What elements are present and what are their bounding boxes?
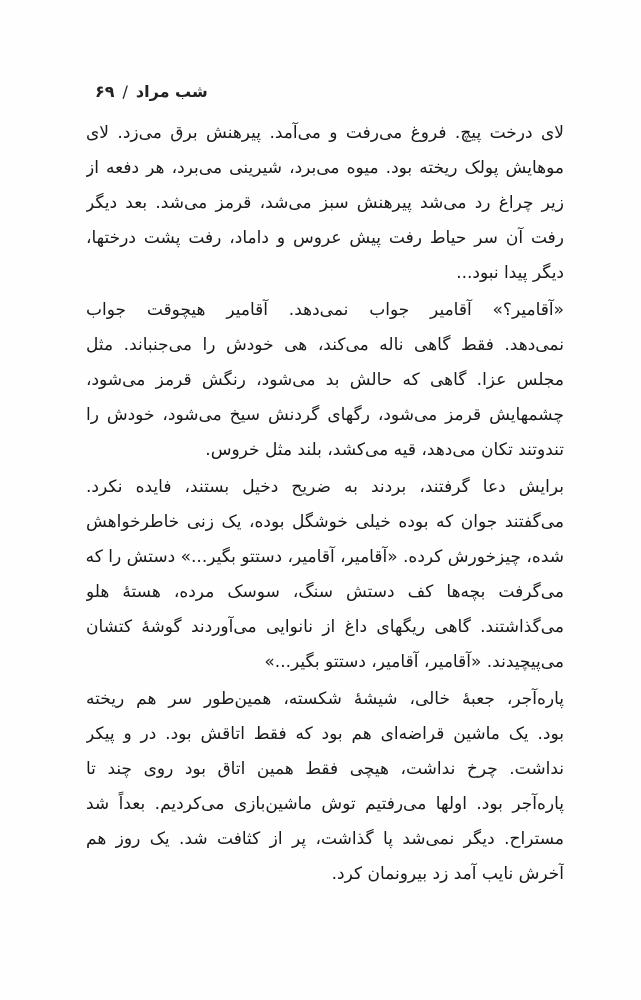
text-line: تندوتند تکان می‌دهد، قیه می‌کشد، بلند مثل خروس.	[205, 440, 564, 460]
header-separator: /	[122, 82, 128, 101]
text-line: نداشت. چرخ نداشت، هیچی فقط همین اتاق بود روی چند تا	[86, 759, 564, 779]
text-line: می‌گذاشتند. گاهی ریگهای داغ از نانوایی می‌آوردند گوشهٔ کتشان	[86, 617, 564, 637]
text-line: آخرش نایب آمد زد بیرونمان کرد.	[331, 864, 564, 884]
text-line: نمی‌دهد. فقط گاهی ناله می‌کند، هی خودش را می‌جنباند. مثل	[86, 335, 564, 355]
text-line: «آقامیر؟» آقامیر جواب نمی‌دهد. آقامیر هیچوقت جواب	[86, 300, 564, 320]
book-title: شب مراد	[135, 82, 208, 101]
text-line: پاره‌آجر بود. اولها می‌رفتیم توش ماشین‌بازی می‌کردیم. بعداً شد	[86, 794, 564, 814]
text-line: مستراح. دیگر نمی‌شد پا گذاشت، پر از کثافت شد. یک روز هم	[86, 829, 564, 849]
text-line: رفت آن سر حیاط رفت پیش عروس و داماد، رفت پشت درختها،	[86, 228, 564, 248]
text-line: می‌گفتند جوان که بوده خیلی خوشگل بوده، یک زنی خاطرخواهش	[86, 512, 564, 532]
text-line: لای درخت پیچ. فروغ می‌رفت و می‌آمد. پیرهنش برق می‌زد. لای	[86, 123, 564, 143]
paragraph	[86, 682, 564, 892]
paragraph	[86, 116, 564, 291]
paragraph	[86, 293, 564, 468]
text-line: می‌پیچیدند. «آقامیر، آقامیر، دستتو بگیر...»	[264, 652, 564, 672]
text-line: برایش دعا گرفتند، بردند به ضریح دخیل بستند، فایده نکرد.	[86, 477, 564, 497]
text-line: زیر چراغ رد می‌شد پیرهنش سبز می‌شد، قرمز می‌شد. بعد دیگر	[86, 193, 564, 213]
paragraph	[86, 470, 564, 680]
text-line: دیگر پیدا نبود...	[456, 263, 564, 283]
text-line: چشمهایش قرمز می‌شود، رگهای گردنش سیخ می‌شود، خودش را	[86, 405, 564, 425]
text-line: شده، چیزخورش کرده. «آقامیر، آقامیر، دستتو بگیر...» دستش را که	[86, 547, 564, 567]
text-line: پاره‌آجر، جعبهٔ خالی، شیشهٔ شکسته، همین‌طور سر هم ریخته	[86, 689, 564, 709]
running-header	[95, 82, 208, 101]
text-line: می‌گرفت بچه‌ها کف دستش سنگ، سوسک مرده، هستهٔ هلو	[86, 582, 564, 602]
text-line: موهایش پولک ریخته بود. میوه می‌برد، شیرینی می‌برد، هر دفعه از	[86, 158, 564, 178]
text-line: بود. یک ماشین قراضه‌ای هم بود که فقط اتاقش بود. در و پیکر	[86, 724, 564, 744]
text-line: مجلس عزا. گاهی که حالش بد می‌شود، رنگش قرمز می‌شود،	[86, 370, 564, 390]
page-number: ۶۹	[95, 82, 115, 101]
body-text	[86, 116, 564, 892]
